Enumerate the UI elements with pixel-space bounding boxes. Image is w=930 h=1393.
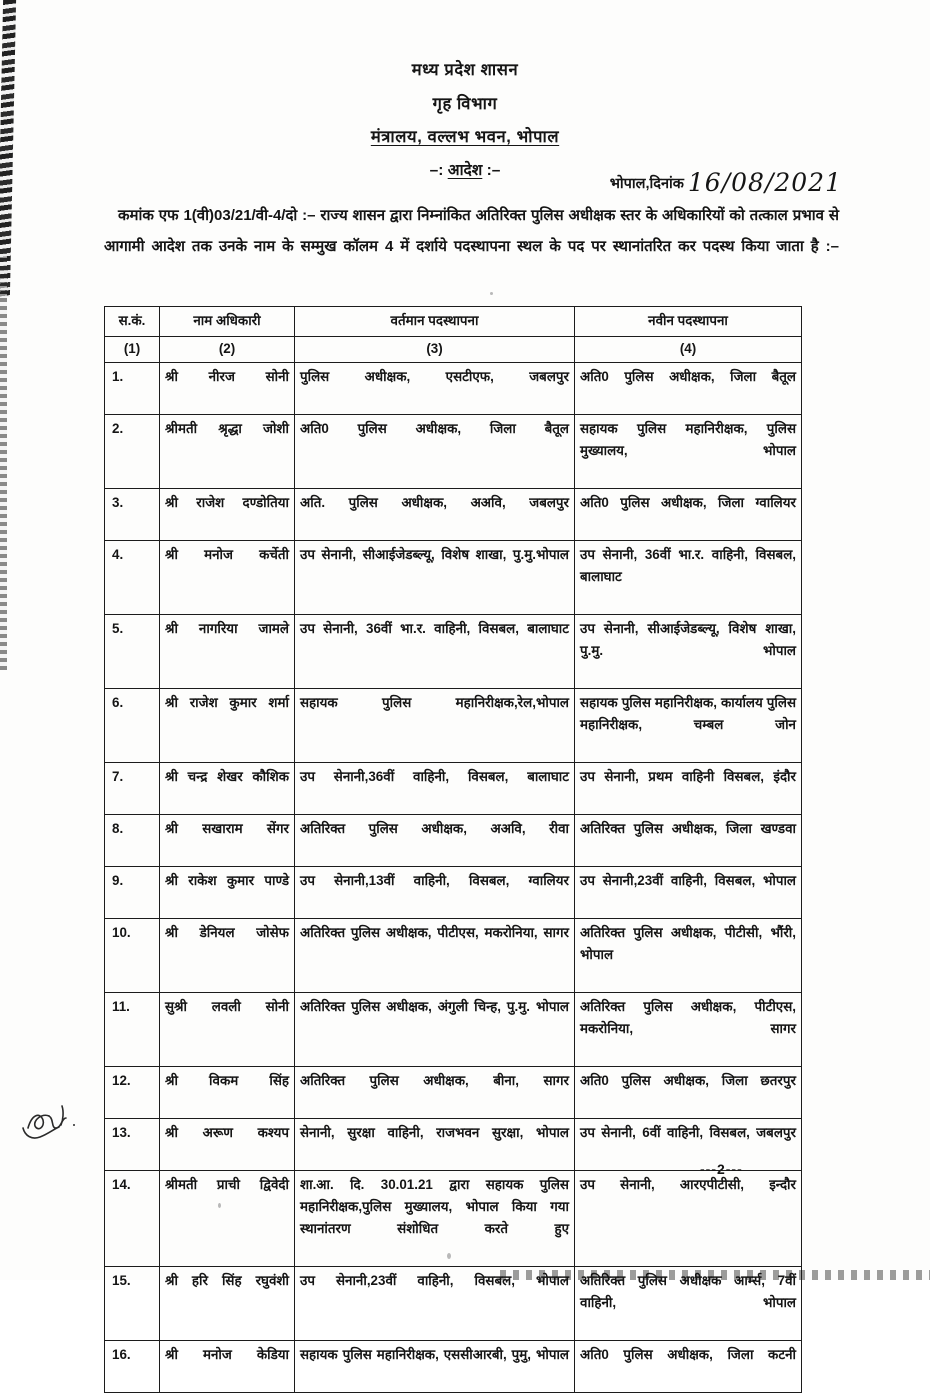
- order-title-suffix: :–: [482, 161, 501, 179]
- dateline: [610, 168, 842, 197]
- row-new-posting: सहायक पुलिस महानिरीक्षक, पुलिस मुख्यालय, भोपाल: [575, 415, 802, 489]
- transfer-table-container: [104, 306, 801, 1393]
- government-name: मध्य प्रदेश शासन: [411, 61, 519, 79]
- row-new-posting: उप सेनानी, आरएपीटीसी, इन्दौर: [575, 1171, 802, 1267]
- table-row: [105, 615, 802, 689]
- row-officer-name: श्री नीरज सोनी: [160, 363, 295, 415]
- table-header-row: [105, 307, 802, 337]
- row-serial: 7.: [105, 763, 160, 815]
- row-new-posting: अति0 पुलिस अधीक्षक, जिला बैतूल: [575, 363, 802, 415]
- transfer-table-body: [105, 363, 802, 1393]
- row-officer-name: सुश्री लवली सोनी: [160, 993, 295, 1067]
- row-current-posting: सहायक पुलिस महानिरीक्षक,रेल,भोपाल: [295, 689, 575, 763]
- row-serial: 11.: [105, 993, 160, 1067]
- row-current-posting: उप सेनानी, सीआईजेडब्ल्यू, विशेष शाखा, पु.मु.भोपाल: [295, 541, 575, 615]
- row-new-posting: सहायक पुलिस महानिरीक्षक, कार्यालय पुलिस महानिरीक्षक, चम्बल जोन: [575, 689, 802, 763]
- row-new-posting: अति0 पुलिस अधीक्षक, जिला छतरपुर: [575, 1067, 802, 1119]
- row-officer-name: श्री राजेश दण्डोतिया: [160, 489, 295, 541]
- row-current-posting: अति. पुलिस अधीक्षक, अअवि, जबलपुर: [295, 489, 575, 541]
- row-serial: 1.: [105, 363, 160, 415]
- row-serial: 4.: [105, 541, 160, 615]
- scan-artifact-left-lower: [0, 250, 7, 670]
- order-paragraph: कमांक एफ 1(वी)03/21/वी-4/दो :– राज्य शासन द्वारा निम्नांकित अतिरिक्त पुलिस अधीक्षक स्तर के अधिकारियों को तत्काल प्रभाव से आगामी आदेश तक उनके नाम के सम्मुख कॉलम 4 में दर्शाये पदस्थापना स्थल के पद पर स्थानांतरित कर पदस्थ किया जाता है :–: [104, 207, 839, 255]
- row-current-posting: उप सेनानी,13वीं वाहिनी, विसबल, ग्वालियर: [295, 867, 575, 919]
- row-serial: 9.: [105, 867, 160, 919]
- order-title-prefix: –:: [429, 161, 448, 179]
- row-officer-name: श्रीमती श्रृद्धा जोशी: [160, 415, 295, 489]
- row-serial: 15.: [105, 1267, 160, 1341]
- row-serial: 2.: [105, 415, 160, 489]
- row-new-posting: उप सेनानी, 36वीं भा.र. वाहिनी, विसबल, बालाघाट: [575, 541, 802, 615]
- table-row: [105, 1067, 802, 1119]
- row-current-posting: अतिरिक्त पुलिस अधीक्षक, अंगुली चिन्ह, पु.मु. भोपाल: [295, 993, 575, 1067]
- office-address: मंत्रालय, वल्लभ भवन, भोपाल: [370, 128, 560, 146]
- row-current-posting: सहायक पुलिस महानिरीक्षक, एससीआरबी, पुमु, भोपाल: [295, 1341, 575, 1393]
- row-new-posting: अतिरिक्त पुलिस अधीक्षक, पीटीएस, मकरोनिया, सागर: [575, 993, 802, 1067]
- row-officer-name: श्री राजेश कुमार शर्मा: [160, 689, 295, 763]
- table-row: [105, 541, 802, 615]
- row-officer-name: श्री हरि सिंह रघुवंशी: [160, 1267, 295, 1341]
- row-current-posting: उप सेनानी,36वीं वाहिनी, विसबल, बालाघाट: [295, 763, 575, 815]
- table-row: [105, 815, 802, 867]
- header-serial: स.कं.: [105, 307, 160, 337]
- row-current-posting: उप सेनानी, 36वीं भा.र. वाहिनी, विसबल, बालाघाट: [295, 615, 575, 689]
- row-officer-name: श्री नागरिया जामले: [160, 615, 295, 689]
- row-serial: 14.: [105, 1171, 160, 1267]
- row-officer-name: श्री अरूण कश्यप: [160, 1119, 295, 1171]
- row-officer-name: श्री विकम सिंह: [160, 1067, 295, 1119]
- order-title-word: आदेश: [447, 161, 483, 179]
- row-serial: 5.: [105, 615, 160, 689]
- document-header: [0, 0, 930, 178]
- header-current-posting: वर्तमान पदस्थापना: [295, 307, 575, 337]
- row-current-posting: सेनानी, सुरक्षा वाहिनी, राजभवन सुरक्षा, भोपाल: [295, 1119, 575, 1171]
- column-number-4: (4): [575, 337, 802, 363]
- row-officer-name: श्री मनोज कर्चेती: [160, 541, 295, 615]
- transfer-table: [104, 306, 802, 1393]
- row-officer-name: श्री चन्द्र शेखर कौशिक: [160, 763, 295, 815]
- row-serial: 13.: [105, 1119, 160, 1171]
- row-serial: 12.: [105, 1067, 160, 1119]
- column-number-2: (2): [160, 337, 295, 363]
- table-row: [105, 1267, 802, 1341]
- row-new-posting: अतिरिक्त पुलिस अधीक्षक, पीटीसी, भौंरी, भोपाल: [575, 919, 802, 993]
- row-new-posting: अति0 पुलिस अधीक्षक, जिला कटनी: [575, 1341, 802, 1393]
- row-new-posting: उप सेनानी, 6वीं वाहिनी, विसबल, जबलपुर: [575, 1119, 802, 1171]
- column-number-1: (1): [105, 337, 160, 363]
- row-officer-name: श्रीमती प्राची द्विवेदी: [160, 1171, 295, 1267]
- table-row: [105, 1171, 802, 1267]
- row-officer-name: श्री राकेश कुमार पाण्डे: [160, 867, 295, 919]
- table-row: [105, 1341, 802, 1393]
- page-marker: ---2---: [700, 1161, 743, 1177]
- table-row: [105, 919, 802, 993]
- handwritten-signature: [18, 1098, 108, 1144]
- dateline-label: भोपाल,दिनांक: [609, 176, 684, 192]
- department-name: गृह विभाग: [432, 94, 498, 113]
- row-new-posting: उप सेनानी, सीआईजेडब्ल्यू, विशेष शाखा, पु.मु. भोपाल: [575, 615, 802, 689]
- table-row: [105, 867, 802, 919]
- header-new-posting: नवीन पदस्थापना: [575, 307, 802, 337]
- table-row: [105, 1119, 802, 1171]
- table-column-number-row: [105, 337, 802, 363]
- row-new-posting: उप सेनानी, प्रथम वाहिनी विसबल, इंदौर: [575, 763, 802, 815]
- row-serial: 6.: [105, 689, 160, 763]
- row-current-posting: उप सेनानी,23वीं वाहिनी, विसबल, भोपाल: [295, 1267, 575, 1341]
- row-current-posting: अतिरिक्त पुलिस अधीक्षक, पीटीएस, मकरोनिया, सागर: [295, 919, 575, 993]
- row-new-posting: अतिरिक्त पुलिस अधीक्षक आर्म्स, 7वीं वाहिनी, भोपाल: [575, 1267, 802, 1341]
- row-current-posting: अति0 पुलिस अधीक्षक, जिला बैतूल: [295, 415, 575, 489]
- row-current-posting: अतिरिक्त पुलिस अधीक्षक, अअवि, रीवा: [295, 815, 575, 867]
- header-officer-name: नाम अधिकारी: [160, 307, 295, 337]
- table-row: [105, 489, 802, 541]
- row-current-posting: शा.आ. दि. 30.01.21 द्वारा सहायक पुलिस महानिरीक्षक,पुलिस मुख्यालय, भोपाल किया गया स्थानांतरण संशोधित करते हुए: [295, 1171, 575, 1267]
- row-serial: 3.: [105, 489, 160, 541]
- column-number-3: (3): [295, 337, 575, 363]
- row-new-posting: उप सेनानी,23वीं वाहिनी, विसबल, भोपाल: [575, 867, 802, 919]
- row-officer-name: श्री डेनियल जोसेफ: [160, 919, 295, 993]
- table-row: [105, 763, 802, 815]
- row-new-posting: अतिरिक्त पुलिस अधीक्षक, जिला खण्डवा: [575, 815, 802, 867]
- row-officer-name: श्री मनोज केडिया: [160, 1341, 295, 1393]
- row-new-posting: अति0 पुलिस अधीक्षक, जिला ग्वालियर: [575, 489, 802, 541]
- table-row: [105, 993, 802, 1067]
- row-current-posting: अतिरिक्त पुलिस अधीक्षक, बीना, सागर: [295, 1067, 575, 1119]
- row-serial: 10.: [105, 919, 160, 993]
- dateline-handwritten-date: 16/08/2021: [687, 168, 842, 197]
- row-serial: 16.: [105, 1341, 160, 1393]
- row-current-posting: पुलिस अधीक्षक, एसटीएफ, जबलपुर: [295, 363, 575, 415]
- table-row: [105, 363, 802, 415]
- row-serial: 8.: [105, 815, 160, 867]
- table-row: [105, 415, 802, 489]
- row-officer-name: श्री सखाराम सेंगर: [160, 815, 295, 867]
- table-row: [105, 689, 802, 763]
